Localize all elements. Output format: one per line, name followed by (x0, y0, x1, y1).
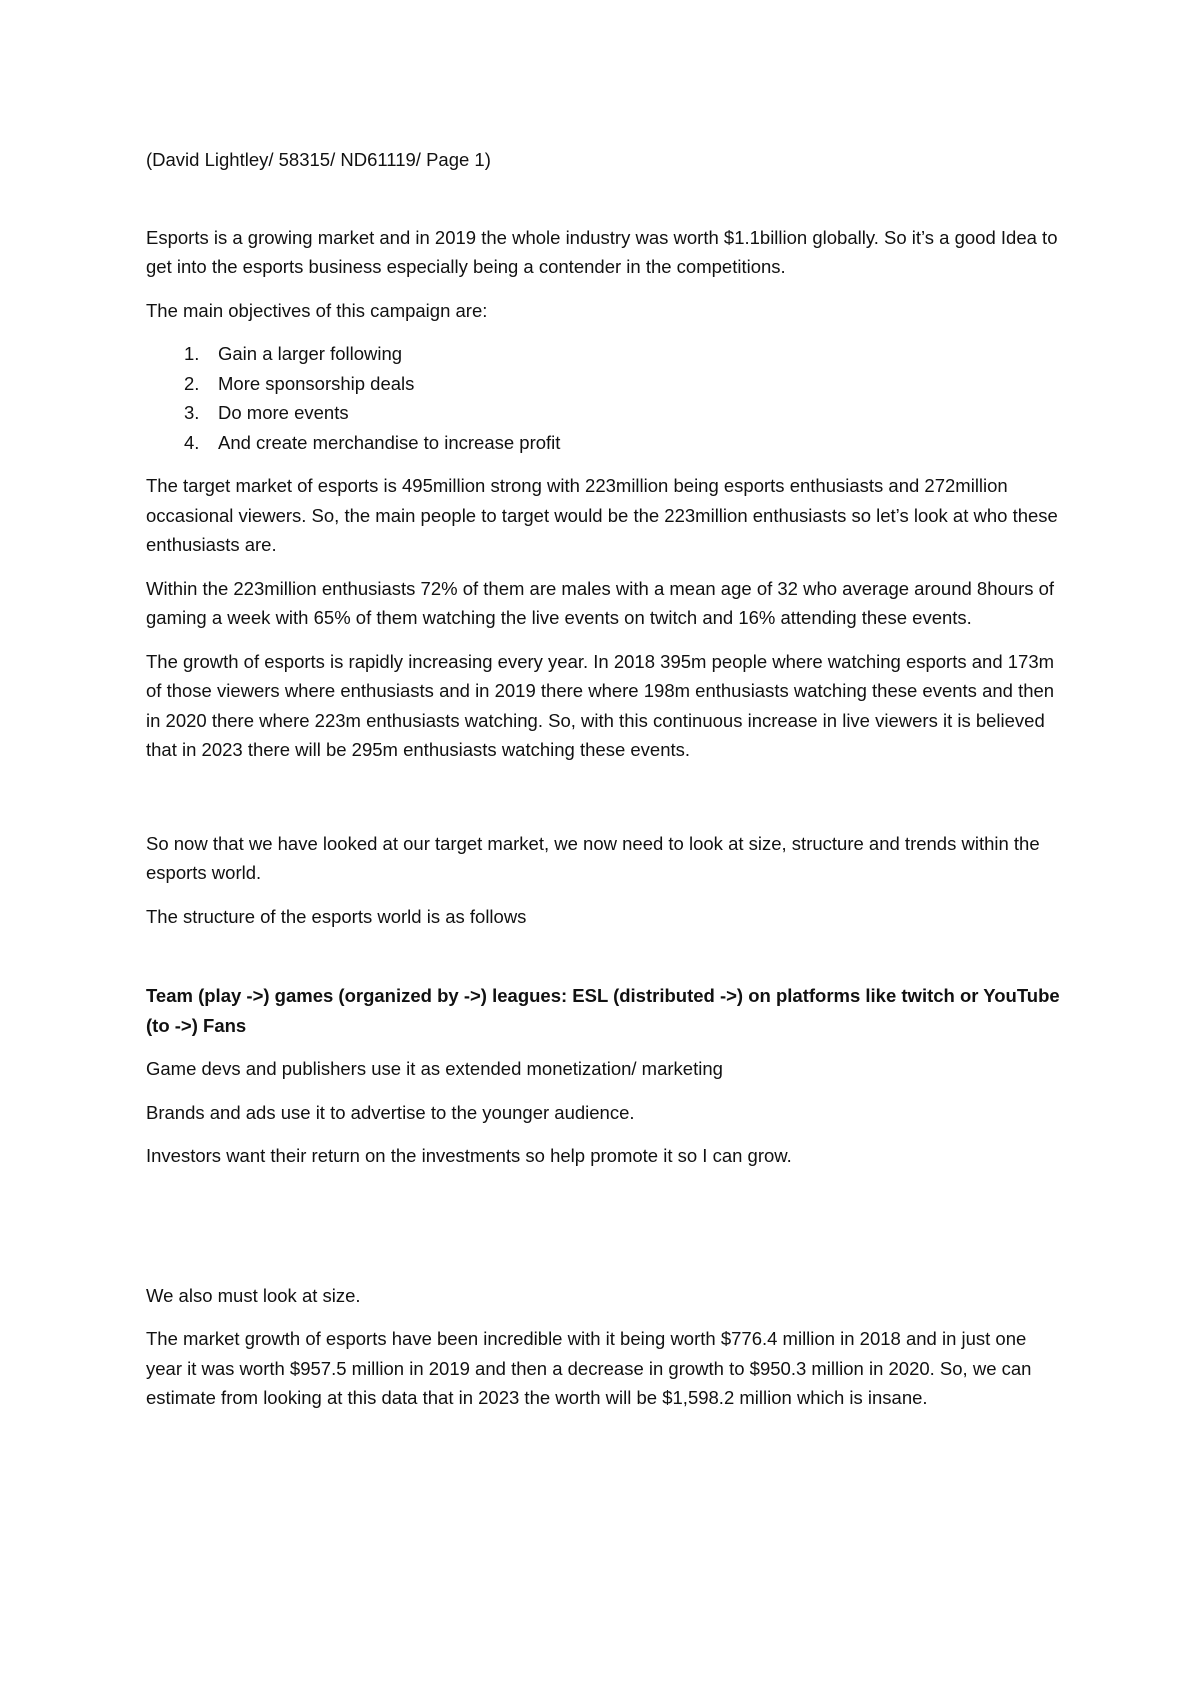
intro-paragraph: Esports is a growing market and in 2019 the whole industry was worth $1.1billion globally. So it’s a good Idea to get into the esports business especially being a contender in the competitions. (146, 226, 1058, 277)
growth-paragraph: The growth of esports is rapidly increasing every year. In 2018 395m people where watching esports and 173m of those viewers where enthusiasts and in 2019 there where 198m enthusiasts watching these events and then in 2020 there where 223m enthusiasts watching. So, with this continuous increase in live viewers it is believed that in 2023 there will be 295m enthusiasts watching these events. (146, 650, 1055, 760)
list-item (146, 398, 1066, 428)
list-item-number: 2. (184, 372, 200, 394)
list-item-number: 3. (184, 402, 200, 423)
size-paragraph: The market growth of esports have been incredible with it being worth $776.4 million in 2018 and in just one year it was worth $957.5 million in 2019 and then a decrease in growth to $950.3 million in 2020. So, we can estimate from looking at this data that in 2023 the worth will be $1,598.2 million which is insane. (146, 1328, 1032, 1408)
target-market-paragraph: The target market of esports is 495million strong with 223million being esports enthusiasts and 272million occasional viewers. So, the main people to target would be the 223million enthusiasts so let’s look at who these enthusiasts are. (146, 475, 1058, 555)
enthusiasts-paragraph: Within the 223million enthusiasts 72% of them are males with a mean age of 32 who average around 8hours of gaming a week with 65% of them watching the live events on twitch and 16% attending these events. (146, 577, 1055, 628)
list-item (146, 428, 1066, 458)
list-item (146, 339, 1066, 369)
list-item (146, 369, 1066, 399)
transition-paragraph: So now that we have looked at our target market, we now need to look at size, structure and trends within the esports world. (146, 832, 1040, 883)
game-devs-paragraph: Game devs and publishers use it as extended monetization/ marketing (146, 1058, 723, 1079)
brands-paragraph: Brands and ads use it to advertise to the younger audience. (146, 1101, 635, 1123)
list-item-number: 4. (184, 431, 200, 453)
size-heading: We also must look at size. (146, 1284, 361, 1306)
investors-paragraph: Investors want their return on the investments so help promote it so I can grow. (146, 1145, 792, 1166)
document-body (146, 145, 1066, 1427)
list-item-text: Do more events (218, 402, 349, 423)
structure-chain: Team (play ->) games (organized by ->) leagues: ESL (distributed ->) on platforms like twitch or YouTube (to ->) Fans (146, 985, 1060, 1036)
list-item-number: 1. (184, 343, 200, 364)
list-item-text: More sponsorship deals (218, 372, 415, 394)
list-item-text: Gain a larger following (218, 343, 403, 364)
objectives-list (146, 339, 1066, 457)
list-item-text: And create merchandise to increase profit (218, 431, 561, 453)
structure-heading: The structure of the esports world is as follows (146, 905, 527, 927)
objectives-heading: The main objectives of this campaign are: (146, 299, 488, 321)
page-header: (David Lightley/ 58315/ ND61119/ Page 1) (146, 149, 491, 170)
